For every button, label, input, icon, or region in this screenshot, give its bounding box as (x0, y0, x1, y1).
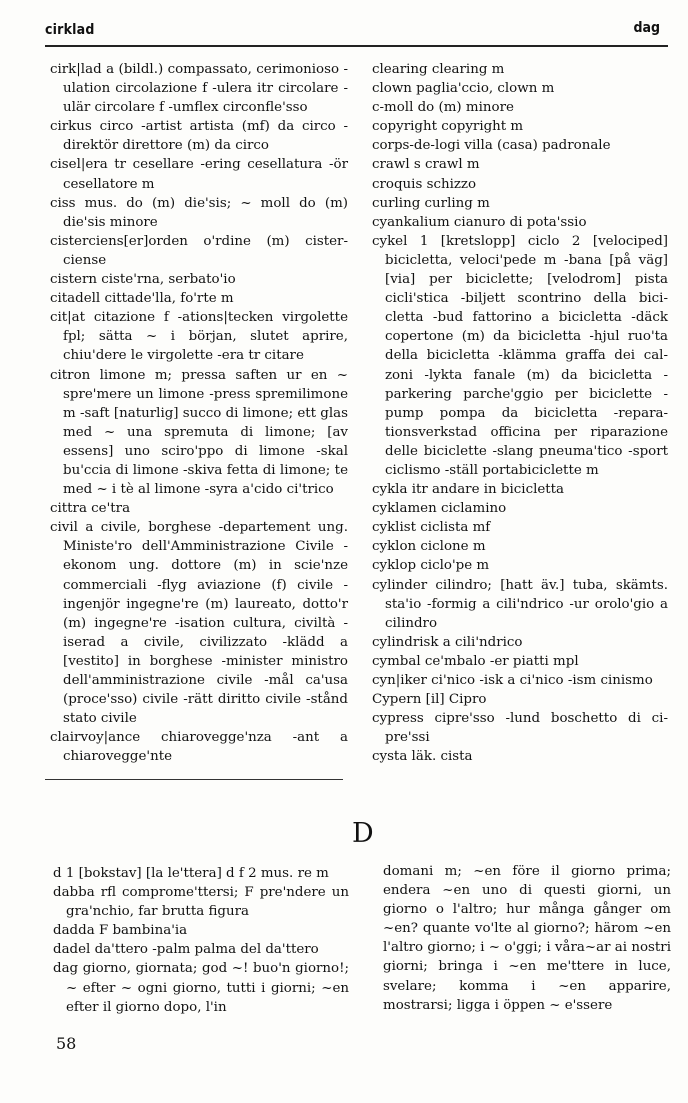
entry: c-moll do (m) minore (372, 100, 514, 116)
entry: croquis schizzo (372, 176, 477, 192)
entry: cymbal ce'mbalo -er piatti mpl (372, 653, 579, 669)
entry: cyklon ciclone m (372, 539, 486, 555)
entry: corps-de-logi villa (casa) padronale (372, 138, 611, 154)
entry: clown paglia'ccio, clown m (372, 81, 555, 97)
running-head-left: cirklad (45, 22, 95, 38)
entry: dag giorno, giornata; god ~! buo'n giorno!; ~ efter ~ ogni giorno, tutti i giorni; ~en efter il giorno dopo, l'in (53, 961, 349, 1015)
entry: cittra ce'tra (50, 501, 131, 517)
entry: cyn|iker ci'nico -isk a ci'nico -ism cinismo (372, 673, 653, 688)
column-right-bottom (383, 862, 671, 1015)
entry: dadel da'ttero -palm palma del da'ttero (53, 942, 319, 958)
entry: cyklamen ciclamino (372, 501, 507, 517)
running-head-right: dag (633, 20, 660, 36)
entry: citron limone m; pressa saften ur en ~ spre'mere un limone -press spremilimone m -saft [naturlig] succo di limone; ett glas med ~ una spremuta di limone; [av essens] uno sciro'ppo di limone -skal bu'ccia di limone -skiva fetta di limone; te med ~ i tè al limone -syra a'cido ci'trico (50, 367, 349, 498)
entry: crawl s crawl m (372, 157, 480, 173)
section-letter: D (352, 818, 374, 849)
entry: cirkus circo -artist artista (mf) da circo -direktör direttore (m) da circo (50, 119, 348, 154)
entry: cyklop ciclo'pe m (372, 558, 490, 574)
entry: cistern ciste'rna, serbato'io (50, 272, 236, 288)
entry: dadda F bambina'ia (53, 923, 188, 939)
entry: cyklist ciclista mf (372, 520, 491, 536)
entry: cylinder cilindro; [hatt äv.] tuba, skämts. sta'io -formig a cili'ndrico -ur orolo'gio a cilindro (372, 577, 668, 631)
column-left-bottom (53, 864, 349, 1017)
entry: cirk|lad a (bildl.) compassato, cerimonioso -ulation circolazione f -ulera itr circolare -ulär circolare f -umflex circonfle'sso (50, 62, 348, 116)
header-rule (45, 45, 668, 47)
entry: cylindrisk a cili'ndrico (372, 634, 523, 650)
page-number: 58 (56, 1034, 77, 1053)
entry: clearing clearing m (372, 62, 505, 77)
entry: clairvoy|ance chiarovegge'nza -ant a chiarovegge'nte (50, 730, 348, 765)
entry: cyankalium cianuro di pota'ssio (372, 214, 587, 230)
entry: cykla itr andare in bicicletta (372, 482, 565, 498)
column-right-top (372, 60, 668, 766)
section-rule (45, 779, 343, 780)
entry: curling curling m (372, 195, 490, 211)
entry: ciss mus. do (m) die'sis; ~ moll do (m) die'sis minore (50, 195, 348, 230)
entry: cit|at citazione f -ations|tecken virgolette fpl; sätta ~ i början, slutet aprire, chiu'dere le virgolette -era tr citare (50, 310, 348, 364)
entry: d 1 [bokstav] [la le'ttera] d f 2 mus. re m (53, 866, 329, 881)
entry: Cypern [il] Cipro (372, 692, 487, 708)
entry: domani m; ~en före il giorno prima; endera ~en uno di questi giorni, un giorno o l'altro; hur många gånger om ~en? quante vo'lte al giorno?; härom ~en l'altro giorno; i ~ o'ggi; i våra~ar ai nostri giorni; bringa i ~en me'ttere in luce, svelare; komma i ~en apparire, mostrarsi; ligga i öppen ~ e'ssere (383, 864, 671, 1013)
column-left-top (50, 60, 348, 766)
entry: citadell cittade'lla, fo'rte m (50, 291, 234, 307)
entry: cypress cipre'sso -lund boschetto di cipre'ssi (372, 711, 668, 746)
entry: dabba rfl comprome'ttersi; F pre'ndere un gra'nchio, far brutta figura (53, 885, 349, 920)
entry: cykel 1 [kretslopp] ciclo 2 [velociped] bicicletta, veloci'pede m -bana [på väg] [via] per biciclette; [velodrom] pista cicli'stica -biljett scontrino della bicicletta -bud fattorino a bicicletta -däck copertone (m) da bicicletta -hjul ruo'ta della bicicletta -klämma graffa dei calzoni -lykta fanale (m) da bicicletta -parkering parche'ggio per biciclette -pump pompa da bicicletta -reparationsverkstad officina per riparazione delle biciclette -slang pneuma'tico -sport ciclismo -ställ portabiciclette m (372, 233, 668, 478)
entry: cysta läk. cista (372, 749, 473, 765)
entry: copyright copyright m (372, 119, 524, 135)
entry: cisel|era tr cesellare -ering cesellatura -ör cesellatore m (50, 157, 348, 192)
entry: civil a civile, borghese -departement ung. Ministe'ro dell'Amministrazione Civile -ekonom ung. dottore (m) in scie'nze commerciali -flyg aviazione (f) civile -ingenjör ingegne're (m) laureato, dotto'r (m) ingegne're -isation cultura, civiltà -iserad a civile, civilizzato -klädd a [vestito] in borghese -minister ministro dell'amministrazione civile -mål ca'usa (proce'sso) civile -rätt diritto civile -stånd stato civile (50, 520, 348, 727)
entry: cisterciens[er]orden o'rdine (m) cisterciense (50, 233, 348, 268)
